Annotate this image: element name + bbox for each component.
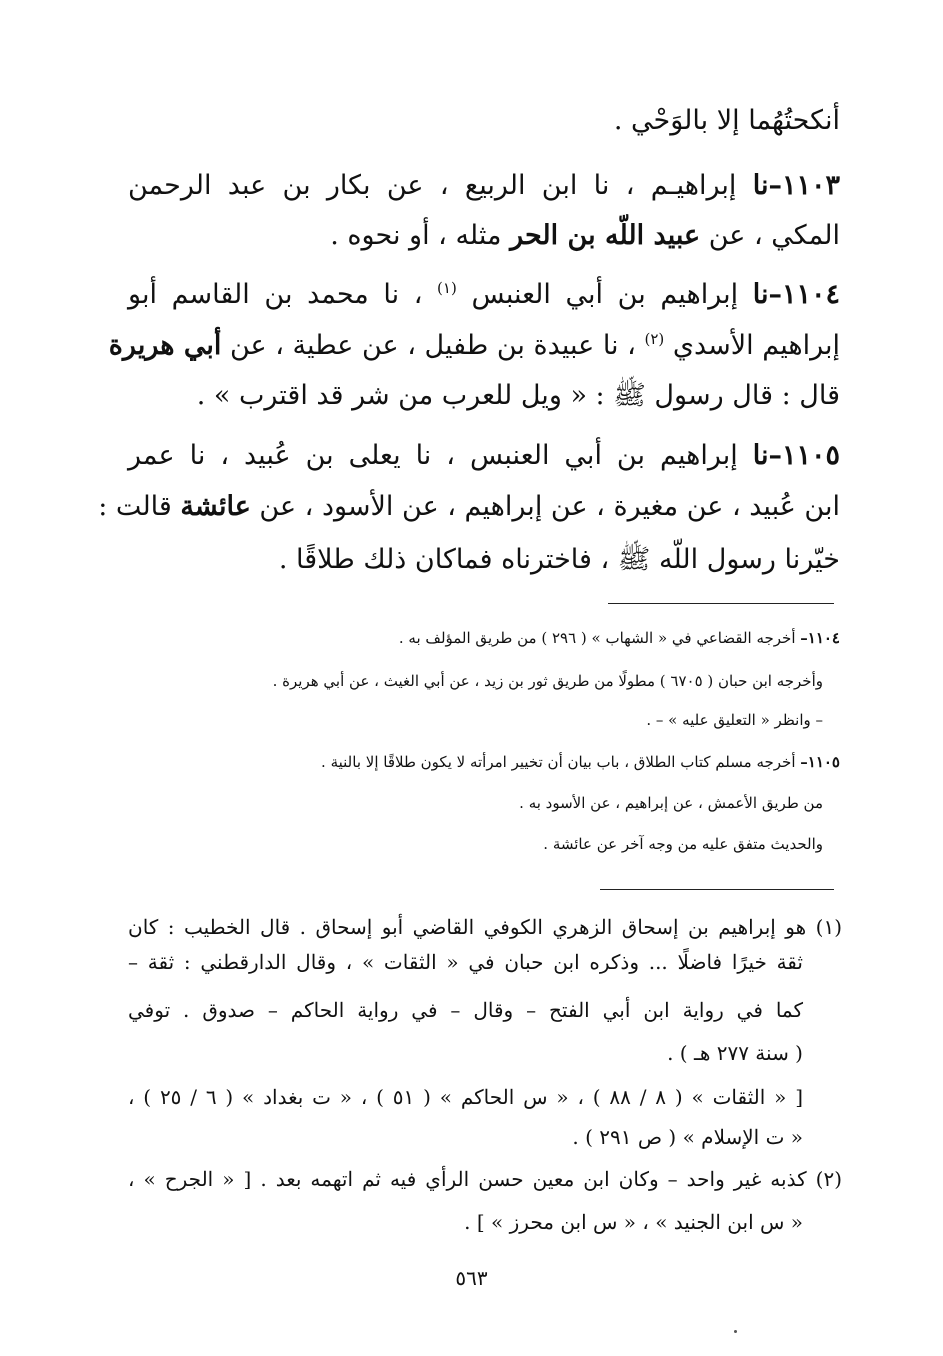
takhrij-text: – وانظر « التعليق عليه » – . [646, 711, 823, 729]
hadith-text: قالت : [98, 491, 181, 522]
takhrij-number: ١١٠٥– [800, 753, 840, 771]
takhrij-1104-line-3 [128, 708, 823, 732]
takhrij-1105-line-3 [128, 832, 823, 856]
hadith-1103-line-1 [128, 166, 840, 206]
footnote-text: [ « الثقات » ( ٨ / ٨٨ ) ، « س الحاكم » ( ٥١ ) ، « ت بغداد » ( ٦ / ٢٥ ) ، [128, 1085, 804, 1109]
hadith-text: ، نا عبيدة بن طفيل ، عن عطية ، عن [221, 330, 645, 361]
hadith-text: المكي ، عن [700, 220, 840, 251]
takhrij-1105-line-1 [128, 750, 840, 774]
narration-marker: نا [752, 170, 769, 201]
footnote-text: « ت الإسلام » ( ص ٢٩١ ) . [572, 1125, 803, 1149]
footnote-1-line-1 [128, 911, 842, 943]
footnote-text: ( سنة ٢٧٧ هـ ) . [667, 1041, 803, 1065]
hadith-text: خيّرنا رسول اللّه ﷺ ، فاخترناه فماكان ذلك طلاقًا . [278, 544, 840, 575]
hadith-1104-line-3 [128, 376, 840, 416]
hadith-1104-line-1 [128, 275, 840, 315]
page-number: ٥٦٣ [455, 1266, 488, 1290]
takhrij-text: أخرجه القضاعي في « الشهاب » ( ٢٩٦ ) من طريق المؤلف به . [398, 629, 801, 647]
footnote-2-line-1 [128, 1163, 842, 1195]
hadith-text: إبراهيم بن أبي العنبس ، نا يعلى بن عُبيد ، نا عمر [128, 440, 753, 471]
narrator-name: عبيد اللّه بن الحر [510, 220, 701, 251]
narration-marker: نا [752, 440, 769, 471]
takhrij-number: ١١٠٤– [800, 629, 840, 647]
hadith-1104-line-2 [108, 326, 840, 366]
takhrij-1104-line-1 [128, 626, 840, 650]
hadith-1105-line-1 [128, 436, 840, 476]
takhrij-1104-line-2 [128, 669, 823, 693]
footnote-ref: (١) [437, 279, 457, 297]
hadith-1105-line-3 [128, 540, 840, 580]
footnote-1-line-6 [128, 1121, 803, 1153]
narration-marker: نا [752, 279, 769, 310]
hadith-1105-line-2 [98, 487, 840, 527]
hadith-text: إبراهيم الأسدي [664, 330, 840, 361]
hadith-text: ، نا محمد بن القاسم أبو [128, 279, 438, 310]
footnote-2-line-2 [128, 1206, 803, 1238]
hadith-text: إبراهيم بن أبي العنبس [456, 279, 753, 310]
takhrij-text: والحديث متفق عليه من وجه آخر عن عائشة . [543, 835, 823, 853]
hadith-number: ١١٠٥– [768, 440, 840, 471]
hadith-number: ١١٠٤– [768, 279, 840, 310]
footnote-text: (١) هو إبراهيم بن إسحاق الزهري الكوفي القاضي أبو إسحاق . قال الخطيب : كان [128, 915, 842, 939]
footnote-1-line-3 [128, 994, 803, 1026]
takhrij-text: أخرجه مسلم كتاب الطلاق ، باب بيان أن تخيير امرأته لا يكون طلاقًا إلا بالنية . [321, 753, 801, 771]
footnote-text: (٢) كذبه غير واحد – وكان ابن معين حسن الرأي فيه ثم اتهمه بعد . [ « الجرح » ، [128, 1167, 842, 1191]
footnote-1-line-5 [128, 1081, 803, 1113]
footnote-1-line-4 [128, 1037, 803, 1069]
margin-speck [734, 1330, 737, 1333]
takhrij-separator [608, 603, 834, 604]
footnote-ref: (٢) [644, 330, 665, 348]
narrator-name: عائشة [180, 491, 251, 522]
intro-line [128, 101, 840, 141]
hadith-text: قال : قال رسول ﷺ : « ويل للعرب من شر قد اقترب » . [196, 380, 840, 411]
hadith-text: إبراهيـم ، نا ابن الربيع ، عن بكار بن عبد الرحمن [128, 170, 753, 201]
hadith-number: ١١٠٣– [768, 170, 840, 201]
narrator-name: أبي هريرة [108, 330, 222, 361]
takhrij-text: من طريق الأعمش ، عن إبراهيم ، عن الأسود به . [519, 794, 823, 812]
footnote-text: « س ابن الجنيد » ، « س ابن محرز » ] . [464, 1210, 803, 1234]
takhrij-1105-line-2 [128, 791, 823, 815]
footnote-separator [600, 889, 834, 890]
footnote-text: كما في رواية ابن أبي الفتح – وقال – في رواية الحاكم – صدوق . توفي [128, 998, 803, 1022]
hadith-text: ابن عُبيد ، عن مغيرة ، عن إبراهيم ، عن الأسود ، عن [250, 491, 840, 522]
footnote-1-line-2 [128, 946, 803, 978]
hadith-text: مثله ، أو نحوه . [330, 220, 511, 251]
footnote-text: ثقة خيرًا فاضلًا ... وذكره ابن حبان في « الثقات » ، وقال الدارقطني : ثقة – [128, 950, 803, 974]
takhrij-text: وأخرجه ابن حبان ( ٦٧٠٥ ) مطولًا من طريق ثور بن زيد ، عن أبي الغيث ، عن أبي هريرة . [272, 672, 823, 690]
hadith-1103-line-2 [128, 216, 840, 256]
intro-text: أنكحتُهُما إلا بالوَحْي . [613, 105, 840, 136]
